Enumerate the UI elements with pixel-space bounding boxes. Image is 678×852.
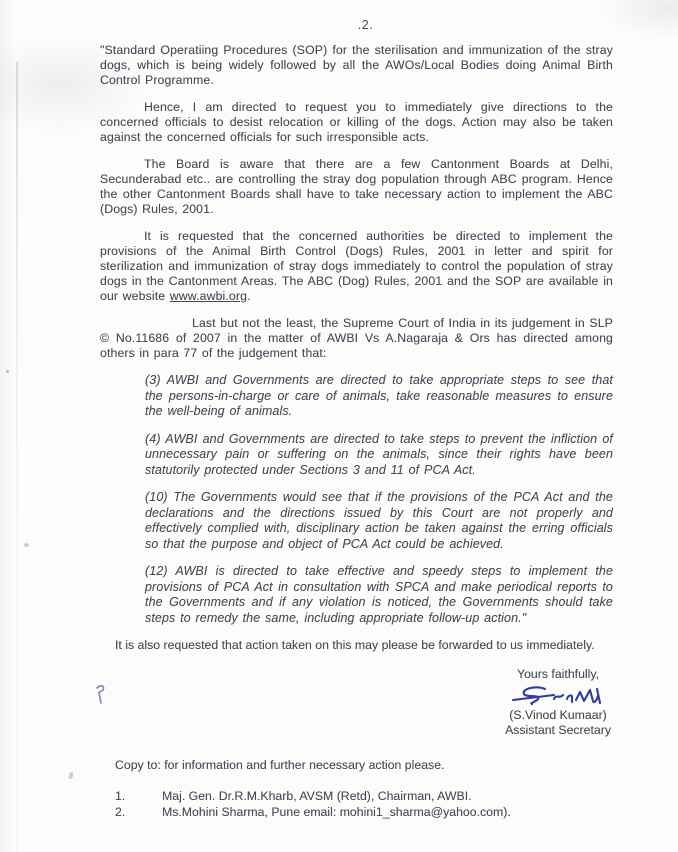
- paragraph-sop: "Standard Operatiing Procedures (SOP) for the sterilisation and immunization of the stray dogs, which is being widely followed by all the AWOs/Local Bodies doing Animal Birth Control Programme.: [100, 43, 613, 87]
- list-item-text: Maj. Gen. Dr.R.M.Kharb, AVSM (Retd), Chairman, AWBI.: [162, 789, 472, 803]
- scan-ink-smudge: [68, 772, 74, 780]
- court-directive-quote-4: (4) AWBI and Governments are directed to take steps to prevent the infliction of unnecessary pain or suffering on the animals, since their rights have been statutorily protected under Sections 3 and 11 of PCA Act.: [145, 431, 613, 477]
- valediction: Yours faithfully,: [517, 667, 600, 681]
- awbi-website-link: www.awbi.org: [169, 289, 248, 303]
- signatory-title: Assistant Secretary: [505, 723, 611, 737]
- closing-block: [505, 667, 611, 738]
- paragraph-request-text: It is requested that the concerned authorities be directed to implement the provisions of the Animal Birth Control (Dogs) Rules, 2001 in letter and spirit for sterilization and immunization of stray dogs immediately to control the population of stray dogs in the Cantonment Areas. The ABC (Dog) Rules, 2001 and the SOP are available in our website: [100, 229, 613, 303]
- paragraph-request: [100, 229, 613, 304]
- list-item: [115, 805, 613, 820]
- paragraph-supreme-court: Last but not the least, the Supreme Court of India in its judgement in SLP © No.11686 of 2007 in the matter of AWBI Vs A.Nagaraja & Ors has directed among others in para 77 of the judgement that:: [100, 316, 613, 360]
- copy-to-block: [115, 758, 613, 820]
- signature-ink: [509, 683, 607, 710]
- signatory-name: (S.Vinod Kumaar): [509, 708, 607, 722]
- scan-speck: [6, 370, 9, 373]
- list-item-number: 2.: [115, 805, 126, 819]
- letter-body: [100, 18, 613, 821]
- court-directive-quote-12: (12) AWBI is directed to take effective and speedy steps to implement the provisions of PCA Act in consultation with SPCA and make periodical reports to the Governments and if any violation is noticed, the Governments should take steps to remedy the same, including appropriate follow-up action.": [145, 564, 613, 625]
- scan-crease-artifact: [16, 62, 18, 852]
- paragraph-hence: Hence, I am directed to request you to immediately give directions to the concerned officials to desist relocation or killing of the dogs. Action may also be taken against the concerned officials for such irresponsible acts.: [100, 100, 613, 144]
- paragraph-request-period: .: [247, 289, 251, 303]
- copy-to-label: Copy to: for information and further necessary action please.: [115, 758, 445, 772]
- paragraph-action-taken: It is also requested that action taken on this may please be forwarded to us immediately.: [115, 638, 595, 652]
- copy-to-list: [115, 789, 613, 820]
- paragraph-board: The Board is aware that there are a few Cantonment Boards at Delhi, Secunderabad etc.. are controlling the stray dog population through ABC program. Hence the other Cantonment Boards shall have to take necessary action to implement the ABC (Dogs) Rules, 2001.: [100, 157, 613, 216]
- scan-speck: [24, 543, 29, 547]
- list-item-number: 1.: [115, 789, 126, 803]
- page-number: .2.: [357, 18, 374, 32]
- court-directive-quote-3: (3) AWBI and Governments are directed to take appropriate steps to see that the persons-in-charge or care of animals, take reasonable measures to ensure the well-being of animals.: [145, 373, 613, 418]
- list-item-text: Ms.Mohini Sharma, Pune email: mohini1_sharma@yahoo.com).: [162, 805, 511, 819]
- court-directive-quote-10: (10) The Governments would see that if the provisions of the PCA Act and the declarations and the directions issued by this Court are not properly and effectively complied with, disciplinary action be taken against the erring officials so that the purpose and object of PCA Act could be achieved.: [145, 490, 613, 551]
- list-item: [115, 789, 613, 804]
